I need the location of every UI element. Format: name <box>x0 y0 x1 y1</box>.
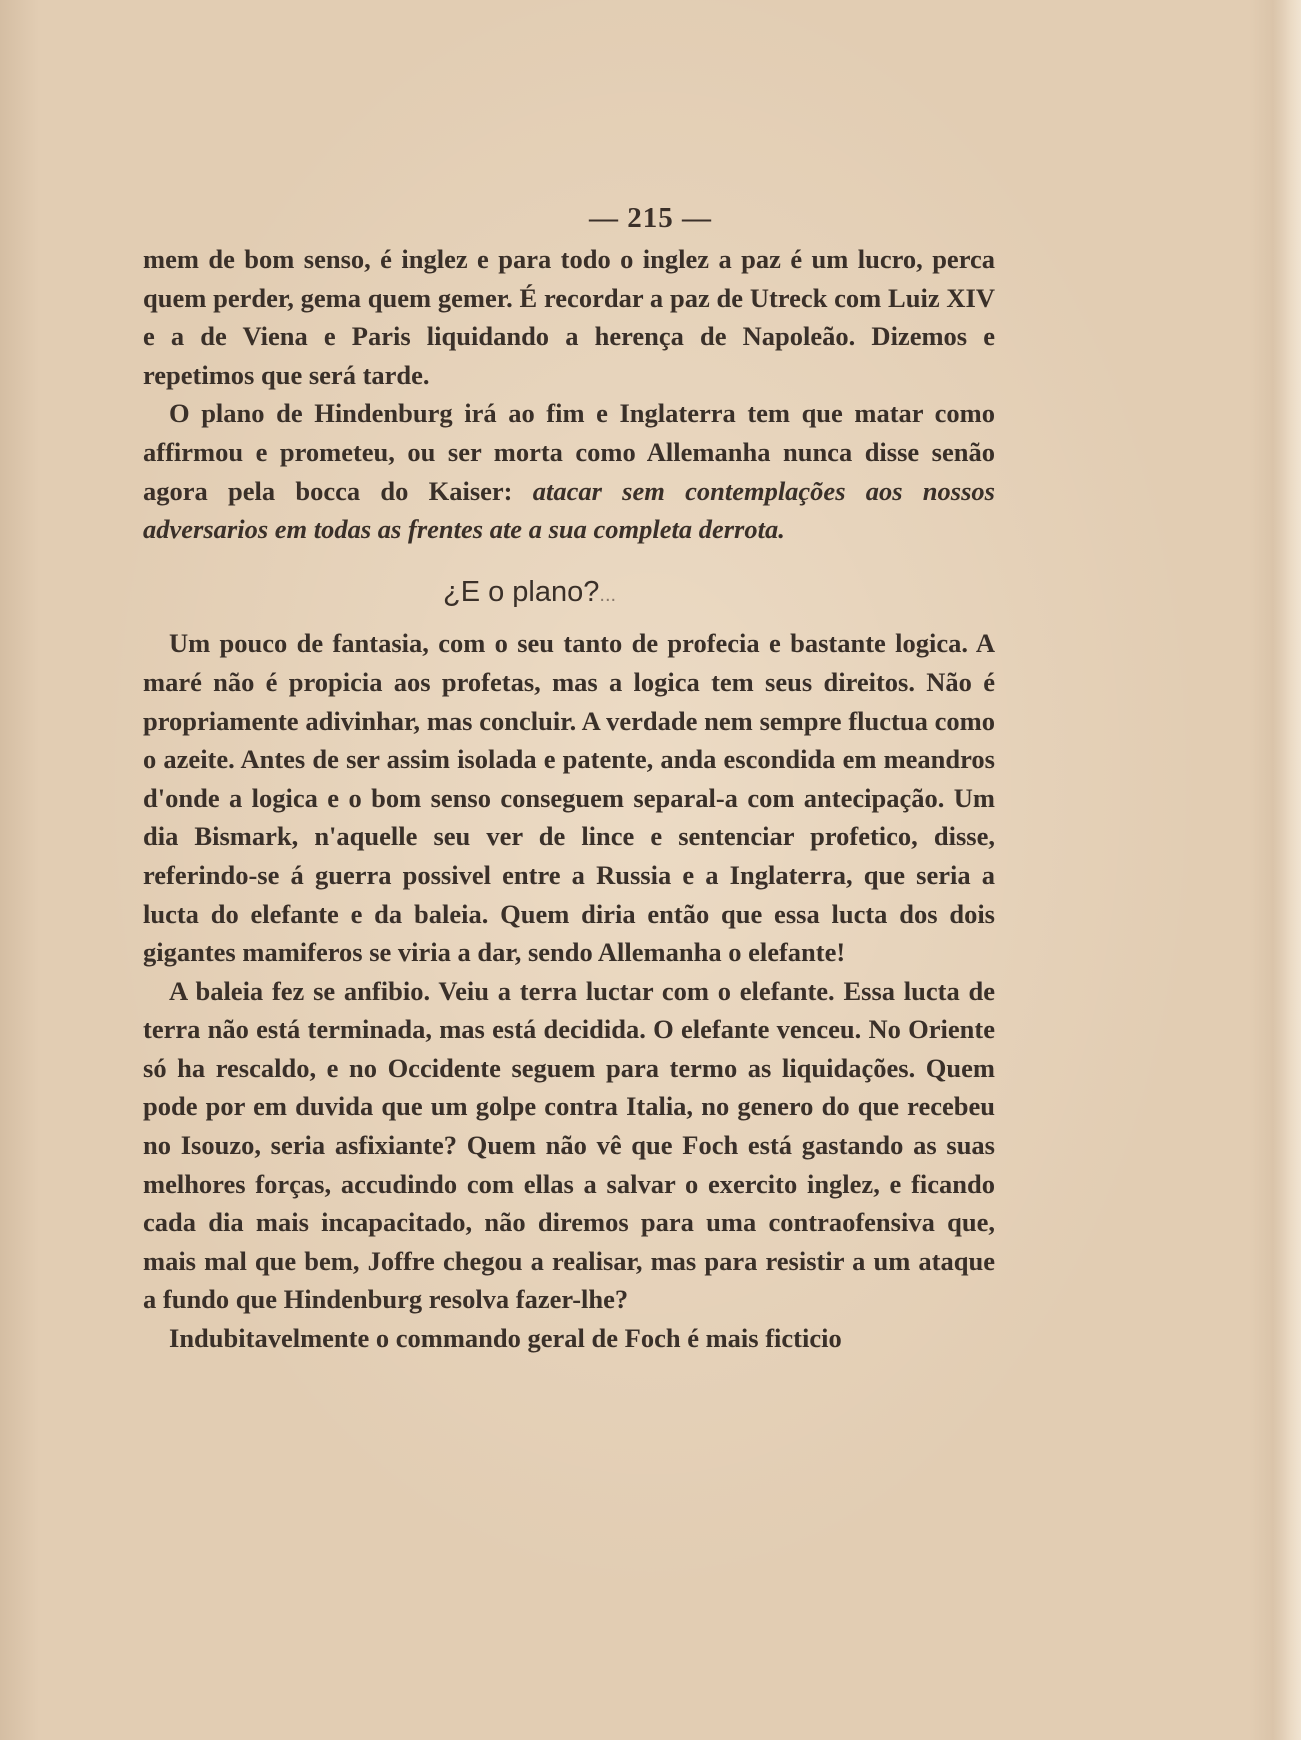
section-heading <box>143 573 995 615</box>
paragraph-3: Um pouco de fantasia, com o seu tanto de profecia e bastante logica. A maré não é propicia aos profetas, mas a logica tem seus direitos. Não é propriamente adivinhar, mas concluir. A verdade nem sempre fluctua como o azeite. Antes de ser assim isolada e patente, anda escondida em meandros d'onde a logica e o bom senso conseguem separal-a com antecipação. Um dia Bismark, n'aquelle seu ver de lince e sentenciar profetico, disse, referindo-se á guerra possivel entre a Russia e a Inglaterra, que seria a lucta do elefante e da baleia. Quem diria então que essa lucta dos dois gigantes mamiferos se viria a dar, sendo Allemanha o elefante! <box>143 628 995 968</box>
paragraph-4: A baleia fez se anfibio. Veiu a terra luctar com o elefante. Essa lucta de terra não está terminada, mas está decidida. O elefante venceu. No Oriente só ha rescaldo, e no Occidente seguem para termo as liquidações. Quem pode por em duvida que um golpe contra Italia, no genero do que recebeu no Isouzo, seria asfixiante? Quem não vê que Foch está gastando as suas melhores forças, accudindo com ellas a salvar o exercito inglez, e ficando cada dia mais incapacitado, não diremos para uma contraofensiva que, mais mal que bem, Joffre chegou a realisar, mas para resistir a um ataque a fundo que Hindenburg resolva fazer-lhe? <box>143 975 995 1315</box>
paragraph-1: mem de bom senso, é inglez e para todo o inglez a paz é um lucro, perca quem perder, gema quem gemer. É recordar a paz de Utreck com Luiz XIV e a de Viena e Paris liquidando a herença de Napoleão. Dizemos e repetimos que será tarde. <box>143 244 995 390</box>
paragraph-2-italic-quote: atacar sem contemplações aos nossos adversarios em todas as frentes ate a sua completa derrota. <box>143 475 995 545</box>
body-text <box>143 240 995 1358</box>
page-edge <box>1273 0 1301 1740</box>
paragraph-2-text: O plano de Hindenburg irá ao fim e Inglaterra tem que matar como affirmou e prometeu, ou ser morta como Allemanha nunca disse senão agora pela bocca do Kaiser: <box>143 398 995 506</box>
section-heading-text: ¿E o plano? <box>443 575 600 608</box>
paragraph-2 <box>143 394 995 548</box>
section-heading-ellipsis: ... <box>599 583 617 606</box>
paragraph-5: Indubitavelmente o commando geral de Foch é mais ficticio <box>169 1323 842 1354</box>
page-number: — 215 — <box>589 202 712 234</box>
